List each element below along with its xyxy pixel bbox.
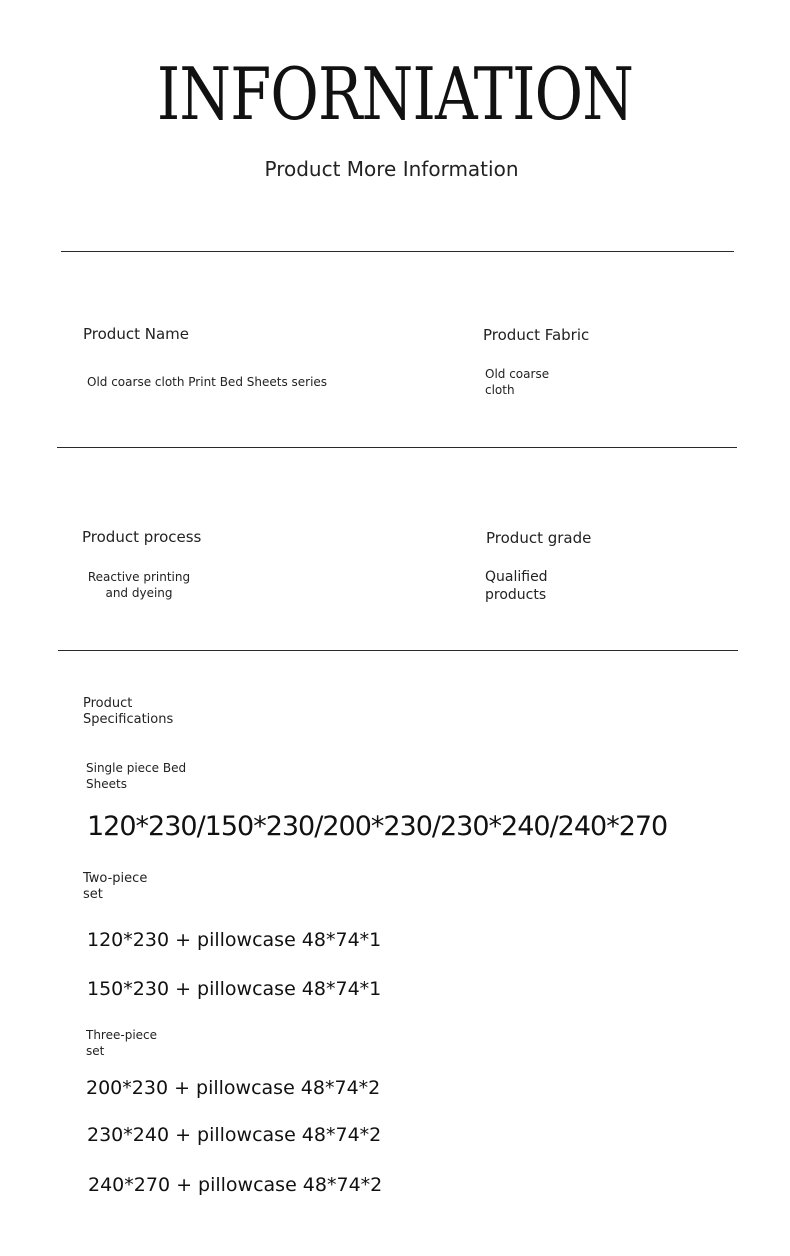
product-grade-label: Product grade: [486, 529, 592, 547]
page-title: INFORNIATION: [156, 52, 634, 136]
single-piece-sizes: 120*230/150*230/200*230/230*240/240*270: [87, 811, 668, 842]
two-piece-label: Two-piece set: [83, 871, 148, 902]
product-name-label: Product Name: [83, 325, 189, 343]
product-process-label: Product process: [82, 528, 202, 546]
page-subtitle: Product More Information: [264, 157, 519, 181]
two-piece-line: 150*230 + pillowcase 48*74*1: [87, 978, 382, 1000]
three-piece-label: Three-piece set: [86, 1028, 158, 1058]
divider-middle: [57, 447, 737, 448]
product-fabric-label: Product Fabric: [483, 326, 590, 344]
single-piece-label: Single piece Bed Sheets: [86, 761, 187, 791]
two-piece-line: 120*230 + pillowcase 48*74*1: [87, 929, 382, 951]
product-grade-value: Qualified products: [485, 569, 548, 603]
three-piece-line: 200*230 + pillowcase 48*74*2: [86, 1077, 381, 1099]
three-piece-line: 230*240 + pillowcase 48*74*2: [87, 1124, 382, 1146]
divider-top: [61, 251, 734, 252]
three-piece-line: 240*270 + pillowcase 48*74*2: [88, 1174, 383, 1196]
divider-bottom: [58, 650, 738, 651]
product-fabric-value: Old coarse cloth: [485, 367, 550, 397]
product-name-value: Old coarse cloth Print Bed Sheets series: [87, 375, 328, 389]
specifications-label: Product Specifications: [83, 696, 174, 727]
product-process-value: Reactive printing and dyeing: [87, 570, 191, 600]
